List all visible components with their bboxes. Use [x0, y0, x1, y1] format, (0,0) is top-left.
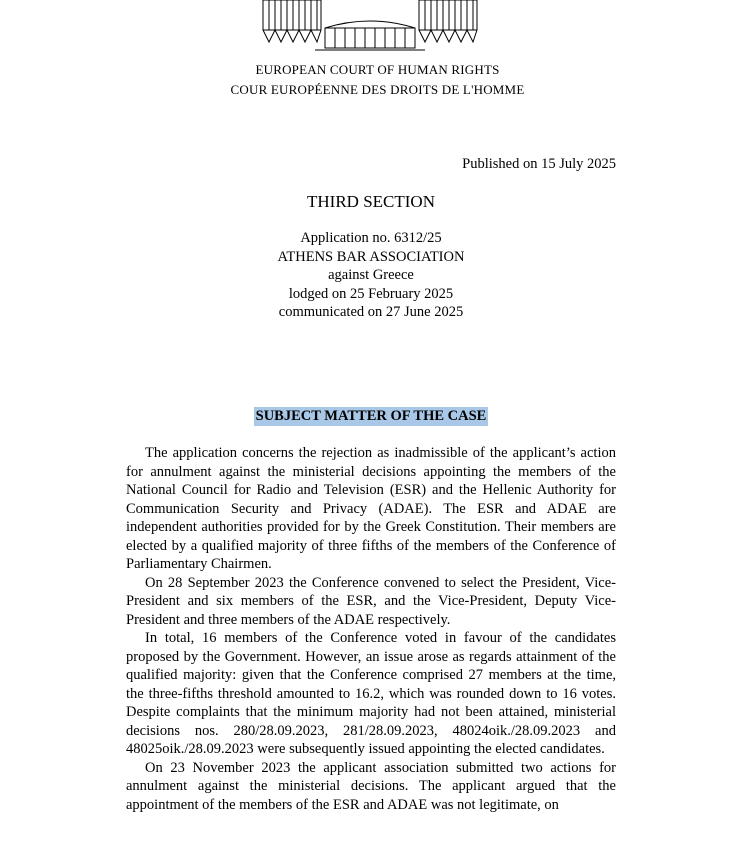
paragraph: On 23 November 2023 the applicant association submitted two actions for annulment against the ministerial decisions. The applicant argued that the appointment of the members of the ESR and ADAE was not legitimate, on [126, 759, 616, 813]
court-building-logo [255, 0, 485, 56]
court-name-french: COUR EUROPÉENNE DES DROITS DE L'HOMME [230, 82, 525, 97]
communicated-date: communicated on 27 June 2025 [278, 304, 464, 320]
lodged-date: lodged on 25 February 2025 [288, 285, 454, 302]
case-details [0, 229, 742, 322]
section-title: THIRD SECTION [307, 192, 435, 211]
paragraph: On 28 September 2023 the Conference convened to select the President, Vice-President and six members of the ESR, and the Vice-President, Deputy Vice-President and three members of the ADAE respectively. [126, 574, 616, 628]
court-name-english: EUROPEAN COURT OF HUMAN RIGHTS [255, 62, 500, 77]
document-body [126, 444, 616, 814]
applicant-name: ATHENS BAR ASSOCIATION [277, 248, 465, 265]
paragraph: In total, 16 members of the Conference voted in favour of the candidates proposed by the Government. However, an issue arose as regards attainment of the qualified majority: given that the Conference comprised 27 members at the time, the three-fifths threshold amounted to 16.2, which was rounded down to 16 votes. Despite complaints that the minimum majority had not been attained, ministerial decisions nos. 280/28.09.2023, 281/28.09.2023, 48024oik./28.09.2023 and 48025oik./28.09.2023 were subsequently issued appointing the elected candidates. [126, 630, 616, 757]
subject-heading-container [0, 407, 742, 426]
respondent-state: against Greece [328, 267, 414, 283]
publication-date: Published on 15 July 2025 [462, 156, 616, 172]
paragraph: The application concerns the rejection as inadmissible of the applicant’s action for annulment against the ministerial decisions appointing the members of the National Council for Radio and Television (ESR) and the Hellenic Authority for Communication Security and Privacy (ADAE). The ESR and ADAE are independent authorities provided for by the Greek Constitution. Their members are elected by a qualified majority of three fifths of the members of the Conference of Parliamentary Chairmen. [126, 445, 616, 572]
subject-heading[interactable]: SUBJECT MATTER OF THE CASE [255, 408, 487, 424]
application-number: Application no. 6312/25 [300, 230, 442, 246]
